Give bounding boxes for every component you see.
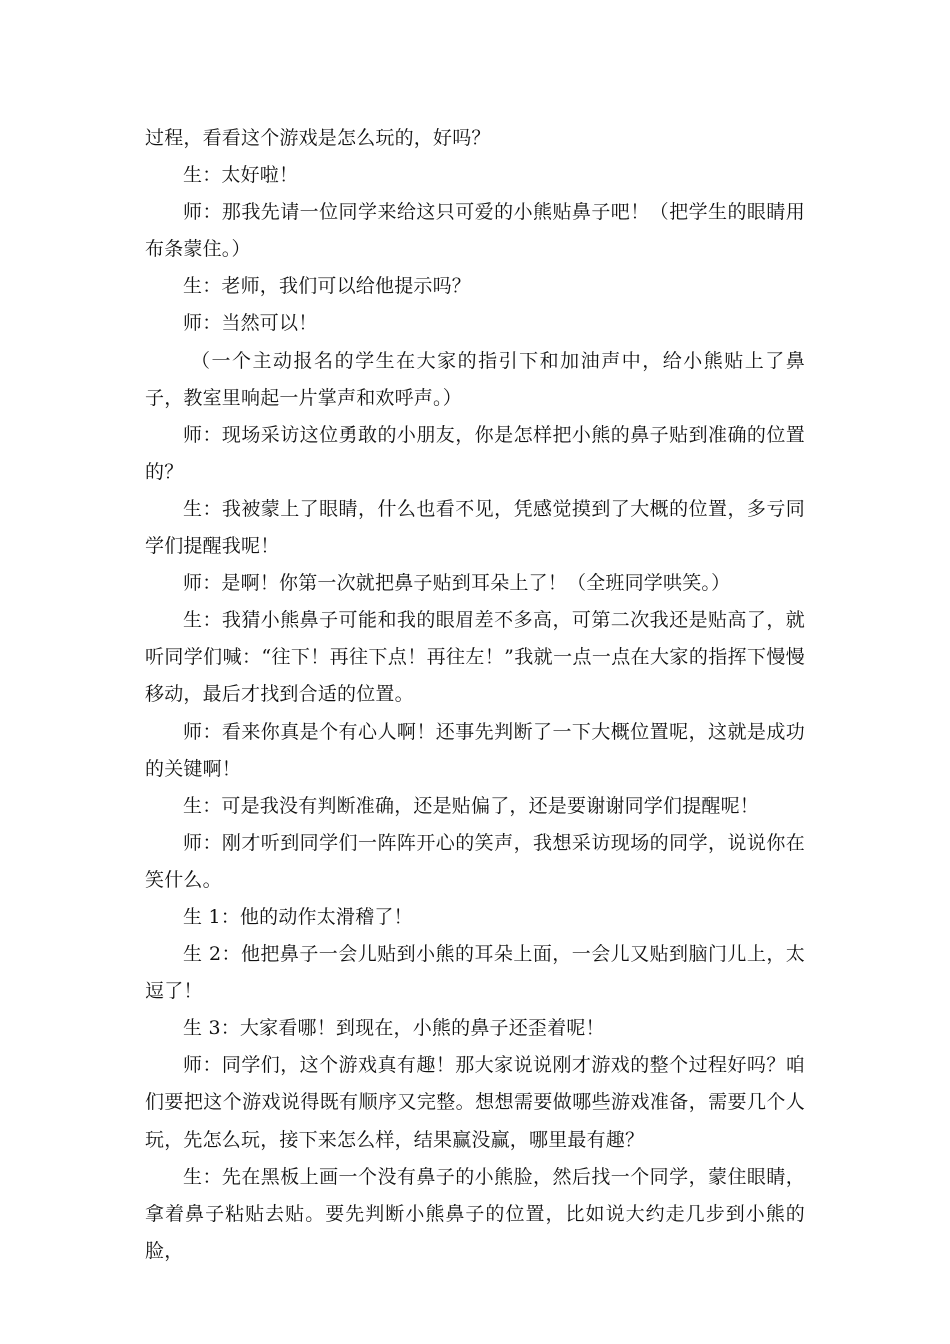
paragraph-student-guess: 生：我猜小熊鼻子可能和我的眼眉差不多高，可第二次我还是贴高了，就听同学们喊：“往下！再往下点！再往左！”我就一点一点在大家的指挥下慢慢移动，最后才找到合适的位置。	[145, 609, 805, 706]
paragraph-student-retell: 生：先在黑板上画一个没有鼻子的小熊脸，然后找一个同学，蒙住眼睛，拿着鼻子粘贴去贴。要先判断小熊鼻子的位置，比如说大约走几步到小熊的脸，	[145, 1165, 805, 1262]
paragraph-teacher-invite: 师：那我先请一位同学来给这只可爱的小熊贴鼻子吧！（把学生的眼睛用布条蒙住。）	[145, 201, 805, 261]
paragraph-student-2: 生 2：他把鼻子一会儿贴到小熊的耳朵上面，一会儿又贴到脑门儿上，太逗了！	[145, 943, 805, 1003]
paragraph-teacher-ask-class: 师：刚才听到同学们一阵阵开心的笑声，我想采访现场的同学，说说你在笑什么。	[145, 831, 805, 891]
paragraph-teacher-interview: 师：现场采访这位勇敢的小朋友，你是怎样把小熊的鼻子贴到准确的位置的？	[145, 423, 805, 483]
paragraph-student-question: 生：老师，我们可以给他提示吗？	[183, 275, 472, 298]
paragraph-continuation: 过程，看看这个游戏是怎么玩的，好吗？	[145, 127, 491, 149]
paragraph-teacher-answer: 师：当然可以！	[183, 312, 318, 335]
paragraph-teacher-summary: 师：同学们，这个游戏真有趣！那大家说说刚才游戏的整个过程好吗？咱们要把这个游戏说得既有顺序又完整。想想需要做哪些游戏准备，需要几个人玩，先怎么玩，接下来怎么样，结果赢没赢，哪里最有趣？	[145, 1054, 805, 1151]
document-body	[145, 120, 805, 1270]
paragraph-stage-direction: （一个主动报名的学生在大家的指引下和加油声中，给小熊贴上了鼻子，教室里响起一片掌声和欢呼声。）	[145, 349, 805, 409]
paragraph-student-thanks: 生：可是我没有判断准确，还是贴偏了，还是要谢谢同学们提醒呢！	[183, 794, 760, 817]
paragraph-student-1: 生 1：他的动作太滑稽了！	[183, 905, 413, 928]
paragraph-student-feeling: 生：我被蒙上了眼睛，什么也看不见，凭感觉摸到了大概的位置，多亏同学们提醒我呢！	[145, 497, 805, 558]
paragraph-student-3: 生 3：大家看哪！到现在，小熊的鼻子还歪着呢！	[183, 1017, 605, 1040]
paragraph-teacher-praise: 师：看来你真是个有心人啊！还事先判断了一下大概位置呢，这就是成功的关键啊！	[145, 720, 805, 780]
paragraph-student-reply: 生：太好啦！	[183, 164, 299, 187]
paragraph-teacher-laugh: 师：是啊！你第一次就把鼻子贴到耳朵上了！（全班同学哄笑。）	[183, 572, 731, 595]
